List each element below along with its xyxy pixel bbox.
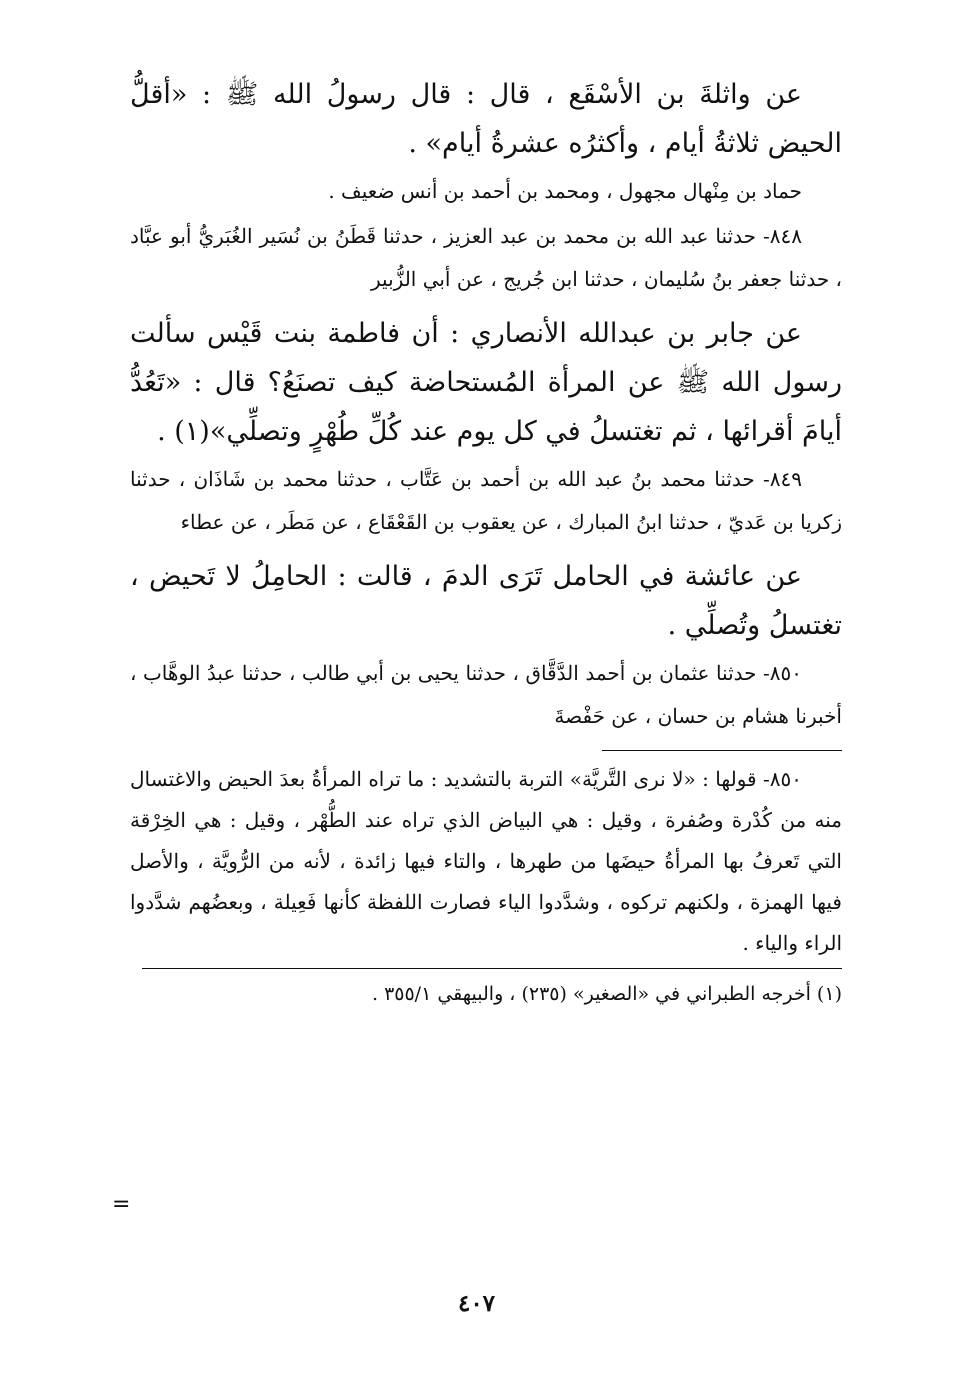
paragraph-isnad-849: ٨٤٩- حدثنا محمد بنُ عبد الله بن أحمد بن عَتَّاب ، حدثنا محمد بن شَاذَان ، حدثنا زكريا بن عَديّ ، حدثنا ابنُ المبارك ، عن يعقوب بن القَعْقَاع ، عن مَطَر ، عن عطاء bbox=[130, 467, 842, 534]
page-number: ٤٠٧ bbox=[457, 1290, 496, 1317]
footnote-divider bbox=[142, 968, 842, 969]
paragraph-hadith-aisha: عن عائشة في الحامل تَرَى الدمَ ، قالت : الحامِلُ لا تَحيض ، تغتسلُ وتُصلِّي . bbox=[130, 561, 842, 641]
paragraph-isnad-848: ٨٤٨- حدثنا عبد الله بن محمد بن عبد العزيز ، حدثنا قَطَنُ بن نُسَير الغُبَريُّ أبو عبَّاد ، حدثنا جعفر بنُ سُليمان ، حدثنا ابن جُريج ، عن أبي الزُّبير bbox=[130, 224, 842, 291]
paragraph-hadith-wathila: عن واثلةَ بن الأسْقَع ، قال : قال رسولُ الله ﷺ : «أقلُّ الحيض ثلاثةُ أيام ، وأكثرُه عشرةُ أيام» . bbox=[130, 79, 842, 159]
page-body bbox=[130, 70, 842, 1011]
paragraph-narrator-grading: حماد بن مِنْهال مجهول ، ومحمد بن أحمد بن أنس ضعيف . bbox=[328, 179, 802, 203]
footnote-1: (١) أخرجه الطبراني في «الصغير» (٢٣٥) ، والبيهقي ٣٥٥/١ . bbox=[371, 983, 842, 1005]
paragraph-hadith-jabir: عن جابر بن عبدالله الأنصاري : أن فاطمة بنت قَيْس سألت رسول الله ﷺ عن المرأة المُستحاضة كيف تصنَعُ؟ قال : «تَعُدُّ أيامَ أقرائها ، ثم تغتسلُ في كل يوم عند كُلِّ طُهْرٍ وتصلِّي»(١) . bbox=[130, 318, 842, 447]
commentary-note-850: ٨٥٠- قولها : «لا نرى التَّريَّة» التربة بالتشديد : ما تراه المرأةُ بعدَ الحيض والاغتسال منه من كُدْرة وصُفرة ، وقيل : هي البياض الذي تراه عند الطُّهْر ، وقيل : هي الخِرْقة التي تَعرفُ بها المرأةُ حيضَها من طهرها ، والتاء فيها زائدة ، لأنه من الرُّويَّة ، والأصل فيها الهمزة ، ولكنهم تركوه ، وشدَّدوا الياء فصارت اللفظة كأنها فَعِيلة ، وبعضُهم شدَّدوا الراء والياء . bbox=[130, 767, 842, 955]
notes-divider bbox=[602, 750, 842, 751]
paragraph-isnad-850: ٨٥٠- حدثنا عثمان بن أحمد الدَّقَّاق ، حدثنا يحيى بن أبي طالب ، حدثنا عبدُ الوهَّاب ، أخبرنا هشام بن حسان ، عن حَفْصةَ bbox=[130, 661, 842, 728]
continuation-mark: = bbox=[112, 1192, 131, 1217]
